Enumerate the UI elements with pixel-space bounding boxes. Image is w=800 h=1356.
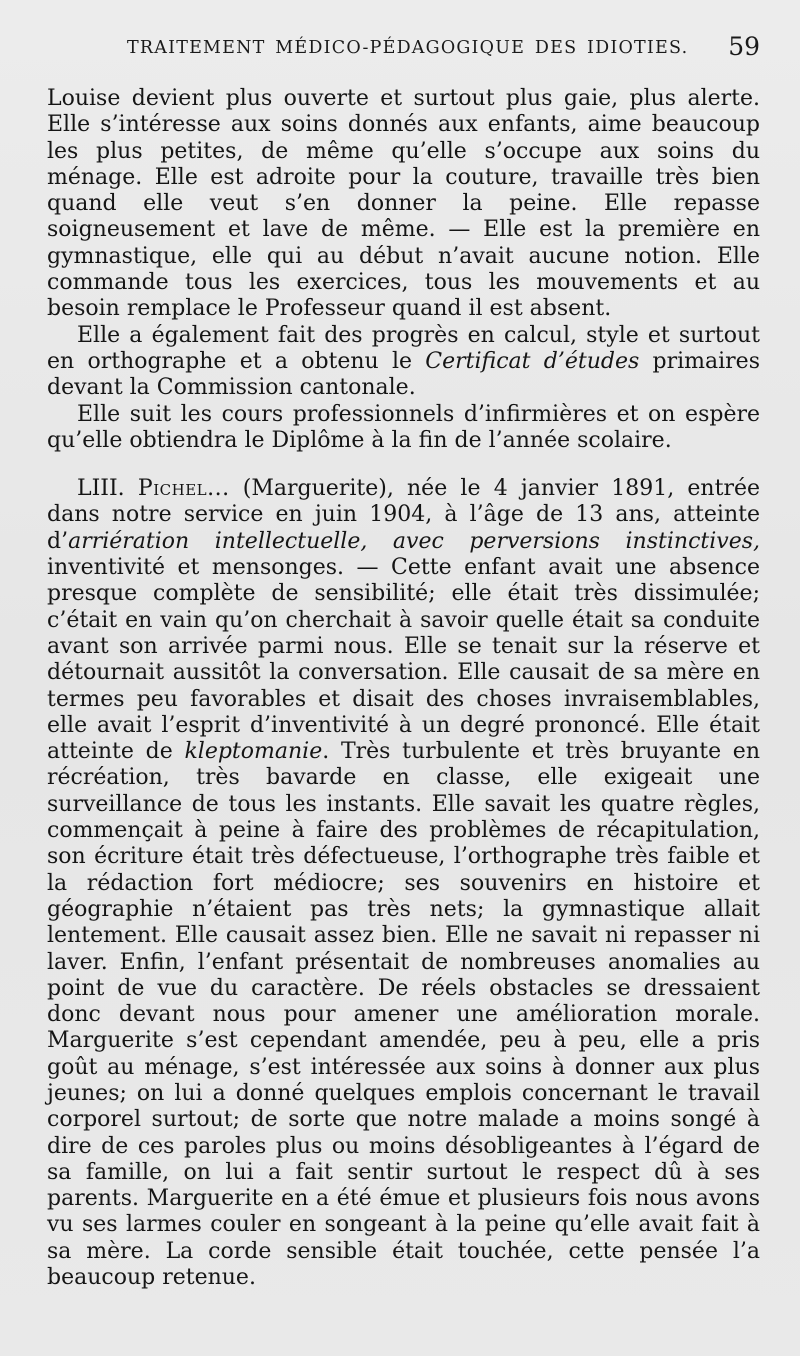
paragraph-louise-continuation: Louise devient plus ouverte et surtout plus gaie, plus alerte. Elle s’intéresse aux soins donnés aux enfants, aime beaucoup les plus petites, de même qu’elle s’occupe aux soins du ménage. Elle est adroite pour la couture, travaille très bien quand elle veut s’en donner la peine. Elle repasse soigneusement et lave de même. — Elle est la première en gymnastique, elle qui au début n’avait aucune notion. Elle commande tous les exercices, tous les mouvements et au besoin remplace le Professeur quand il est absent. bbox=[47, 86, 760, 322]
running-head bbox=[47, 0, 760, 86]
paragraph-text: (Marguerite), née le 4 janvier 1891, entrée dans notre service en juin 1904, à l’âge de 13 ans, atteinte d’ bbox=[47, 476, 761, 554]
patient-surname: Pichel... bbox=[137, 476, 230, 502]
paragraph-text: inventivité et mensonges. — Cette enfant avait une absence presque complète de sensibilité; elle était très dissimulée; c’était en vain qu’on cherchait à savoir quelle était sa conduite avant son arrivée parmi nous. Elle se tenait sur la réserve et détournait aussitôt la conversation. Elle causait de sa mère en termes peu favorables et disait des choses invraisemblables, elle avait l’esprit d’inventivité à un degré prononcé. Elle était atteinte de bbox=[47, 555, 760, 765]
body-text bbox=[47, 86, 760, 1291]
page-number: 59 bbox=[728, 32, 760, 61]
paragraph-text: . Très turbulente et très bruyante en récréation, très bavarde en classe, elle exigeait une surveillance de tous les instants. Elle savait les quatre règles, commençait à peine à faire des problèmes de récapitulation, son écriture était très défectueuse, l’orthographe très faible et la rédaction fort médiocre; ses souvenirs en histoire et géographie n’étaient pas très nets; la gymnastique allait lentement. Elle causait assez bien. Elle ne savait ni repasser ni laver. Enfin, l’enfant présentait de nombreuses anomalies au point de vue du caractère. De réels obstacles se dressaient donc devant nous pour amener une amélioration morale. Marguerite s’est cependant amendée, peu à peu, elle a pris goût au ménage, s’est intéressée aux soins à donner aux plus jeunes; on lui a donné quelques emplois concernant le travail corporel surtout; de sorte que notre malade a moins songé à dire de ces paroles plus ou moins désobligeantes à l’égard de sa famille, on lui a fait sentir surtout le respect dû à ses parents. Marguerite en a été émue et plusieurs fois nous avons vu ses larmes couler en songeant à la peine qu’elle avait fait à sa mère. La corde sensible était touchée, cette pensée l’a beaucoup retenue. bbox=[47, 739, 760, 1291]
running-title: TRAITEMENT MÉDICO-PÉDAGOGIQUE DES IDIOTIES. bbox=[127, 38, 689, 58]
case-number: LIII. bbox=[77, 476, 125, 502]
diagnosis: arriération intellectuelle, avec perversions instinctives, bbox=[68, 528, 760, 554]
kleptomania-term: kleptomanie bbox=[184, 739, 323, 765]
paragraph-text: Elle a également fait des progrès en calcul, style et surtout en orthographe et a obtenu le bbox=[47, 322, 760, 374]
paragraph-louise-progress bbox=[47, 323, 760, 402]
case-entry-liii bbox=[47, 476, 760, 1291]
certificate-title: Certificat d’études bbox=[425, 348, 640, 374]
paragraph-text: primaires devant la Commission cantonale. bbox=[47, 348, 760, 401]
paragraph-louise-courses: Elle suit les cours professionnels d’infirmières et on espère qu’elle obtiendra le Diplôme à la fin de l’année scolaire. bbox=[47, 401, 760, 453]
